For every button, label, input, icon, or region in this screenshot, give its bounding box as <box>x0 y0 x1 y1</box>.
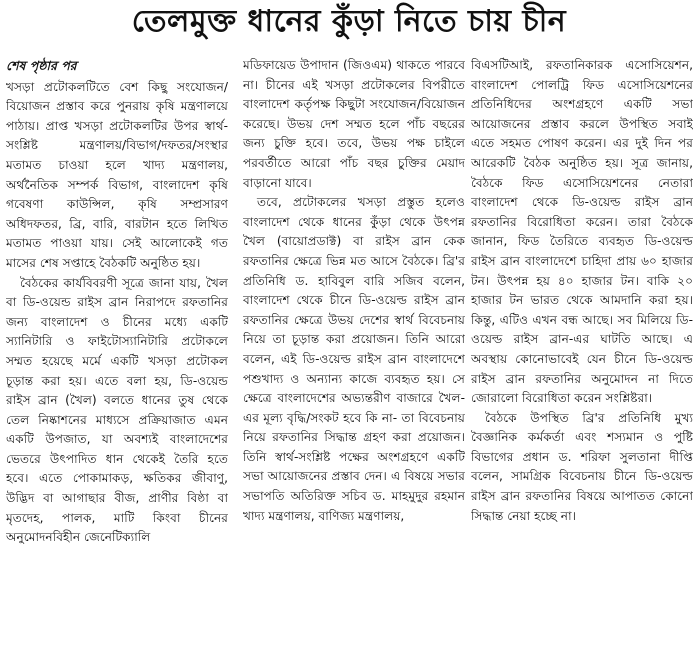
column-2-paragraph-1: মডিফায়েড উপাদান (জিওএম) থাকতে পারবে না। চীনের এই খসড়া প্রটোকলের বিপরীতে বাংলাদেশ কর্তৃপক্ষ কিছুটা সংযোজন/বিয়োজন করেছে। উভয় দেশ সম্মত হলে পাঁচ বছরের জন্য চুক্তি হবে। তবে, উভয় পক্ষ চাইলে পরবর্তীতে আরো পাঁচ বছর চুক্তির মেয়াদ বাড়ানো যাবে। <box>243 58 465 190</box>
column-1-paragraph-2: বৈঠকের কার্যবিবরণী সূত্রে জানা যায়, খৈল বা ডি-ওয়েন্ড রাইস ব্রান নিরাপদে রফতানির জন্য বাংলাদেশ ও চীনের মধ্যে একটি স্যানিটারি ও ফাইটোস্যানিটারি প্রটোকলে সম্মত হয়েছে মর্মে একটি খসড়া প্রটোকল চূড়ান্ত করা হয়। এতে বলা হয়, ডি-ওয়েন্ড রাইস ব্রান (খৈল) বলতে ধানের তুষ থেকে তেল নিষ্কাশনের মাধ্যসে প্রক্রিয়াজাত এমন একটি উপজাত, যা অবশ্যই বাংলাদেশের ভেতরে উৎপাদিত ধান থেকেই তৈরি হতে হবে। এতে পোকামাকড়, ক্ষতিকর জীবাণু, উদ্ভিদ বা আগাছার বীজ, প্রাণীর বিষ্ঠা বা মৃতদেহ, পালক, মাটি কিংবা চীনের অনুমোদনবিহীন জেনেটিক্যালি <box>6 275 228 545</box>
continuation-kicker: শেষ পৃষ্ঠার পর <box>6 58 77 73</box>
article-headline: তেলমুক্ত ধানের কুঁড়া নিতে চায় চীন <box>131 3 567 39</box>
column-1-paragraph-1: খসড়া প্রটোকলটিতে বেশ কিছু সংযোজন/বিয়োজন প্রস্তাব করে পুনরায় কৃষি মন্ত্রণালয়ে পাঠায়। প্রাপ্ত খসড়া প্রটোকলটির উপর স্বার্থ-সংশ্লিষ্ট মন্ত্রণালয়/বিভাগ/দফতর/সংস্থার মতামত চাওয়া হলে খাদ্য মন্ত্রণালয়, অর্থনৈতিক সম্পর্ক বিভাগ, বাংলাদেশ কৃষি গবেষণা কাউন্সিল, কৃষি সম্প্রসারণ অধিদফতর, ব্রি, বারি, বারটান হতে লিখিত মতামত পাওয়া যায়। সেই আলোকেই গত মাসের শেষ সপ্তাহে বৈঠকটি অনুষ্ঠিত হয়। <box>6 79 228 270</box>
article-column-3 <box>471 56 693 666</box>
column-3-paragraph-1: বিএসটিআই, রফতানিকারক এসোসিয়েশন, বাংলাদেশ পোলট্রি ফিড এসোসিয়েশনের প্রতিনিধিদের অংশগ্রহণে একটি সভা আয়োজনের প্রস্তাব করলে উপস্থিত সবাই এতে সহমত পোষণ করেন। এর দুই দিন পর আরেকটি বৈঠক অনুষ্ঠিত হয়। সূত্র জানায়, বৈঠকে ফিড এসোসিয়েশনের নেতারা বাংলাদেশ থেকে ডি-ওয়েল্ড রাইস ব্রান রফতানির বিরোধিতা করেন। তারা বৈঠকে জানান, ফিড তৈরিতে ব্যবহৃত ডি-ওয়েল্ড রাইস ব্রান বাংলাদেশে চাহিদা প্রায় ৬০ হাজার টন। উৎপন্ন হয় ৪০ হাজার টন। বাকি ২০ হাজার টন ভারত থেকে আমদানি করা হয়। কিন্তু, এটিও এখন বন্ধ আছে। সব মিলিয়ে ডি-ওয়েল্ড রাইস ব্রান-এর ঘাটতি আছে। এ অবস্থায় কোনোভাবেই যেন চীনে ডি-ওয়েল্ড রাইস ব্রান রফতানির অনুমোদন না দিতে জোরালো বিরোধিতা করেন সংশ্লিষ্টরা। <box>471 58 693 406</box>
column-2-paragraph-2: তবে, প্রটোকলের খসড়া প্রস্তুত হলেও বাংলাদেশ থেকে ধানের কুঁড়া থেকে উৎপন্ন খৈল (বায়োপ্রডাক্ট) বা রাইস ব্রান কেক রফতানির ক্ষেত্রে ভিন্ন মত আসে বৈঠকে। ব্রি'র প্রতিনিধি ড. হাবিবুল বারি সজিব বলেন, বাংলাদেশ থেকে চীনে ডি-ওয়েল্ড রাইস ব্রান রফতানির ক্ষেত্রে উভয় দেশের স্বার্থ বিবেচনায় নিয়ে তা চূড়ান্ত করা প্রয়োজন। তিনি আরো বলেন, এই ডি-ওয়েল্ড রাইস ব্রান বাংলাদেশে পশুখাদ্য ও অন্যান্য কাজে ব্যবহৃত হয়। সে ক্ষেত্রে বাংলাদেশের অভ্যন্তরীণ বাজারে খৈল-এর মূল্য বৃদ্ধি/সংকট হবে কি না- তা বিবেচনায় নিয়ে রফতানির সিদ্ধান্ত গ্রহণ করা প্রয়োজন। তিনি স্বার্থ-সংশ্লিষ্ট পক্ষের অংশগ্রহণে একটি সভা আয়োজনের প্রস্তাব দেন। এ বিষয়ে সভার সভাপতি অতিরিক্ত সচিব ড. মাহমুদুর রহমান খাদ্য মন্ত্রণালয়, বাণিজ্য মন্ত্রণালয়, <box>243 195 465 523</box>
column-3-paragraph-2: বৈঠকে উপস্থিত ব্রি'র প্রতিনিধি মুখ্য বৈজ্ঞানিক কর্মকর্তা এবং শস্যমান ও পুষ্টি বিভাগের প্রধান ড. শরিফা সুলতানা দীপ্তি বলেন, সামগ্রিক বিবেচনায় চীনে ডি-ওয়েল্ড রাইস ব্রান রফতানির বিষয়ে আপাতত কোনো সিদ্ধান্ত নেয়া হচ্ছে না। <box>471 410 693 523</box>
article-column-1 <box>6 56 228 666</box>
article-column-2 <box>243 56 465 666</box>
